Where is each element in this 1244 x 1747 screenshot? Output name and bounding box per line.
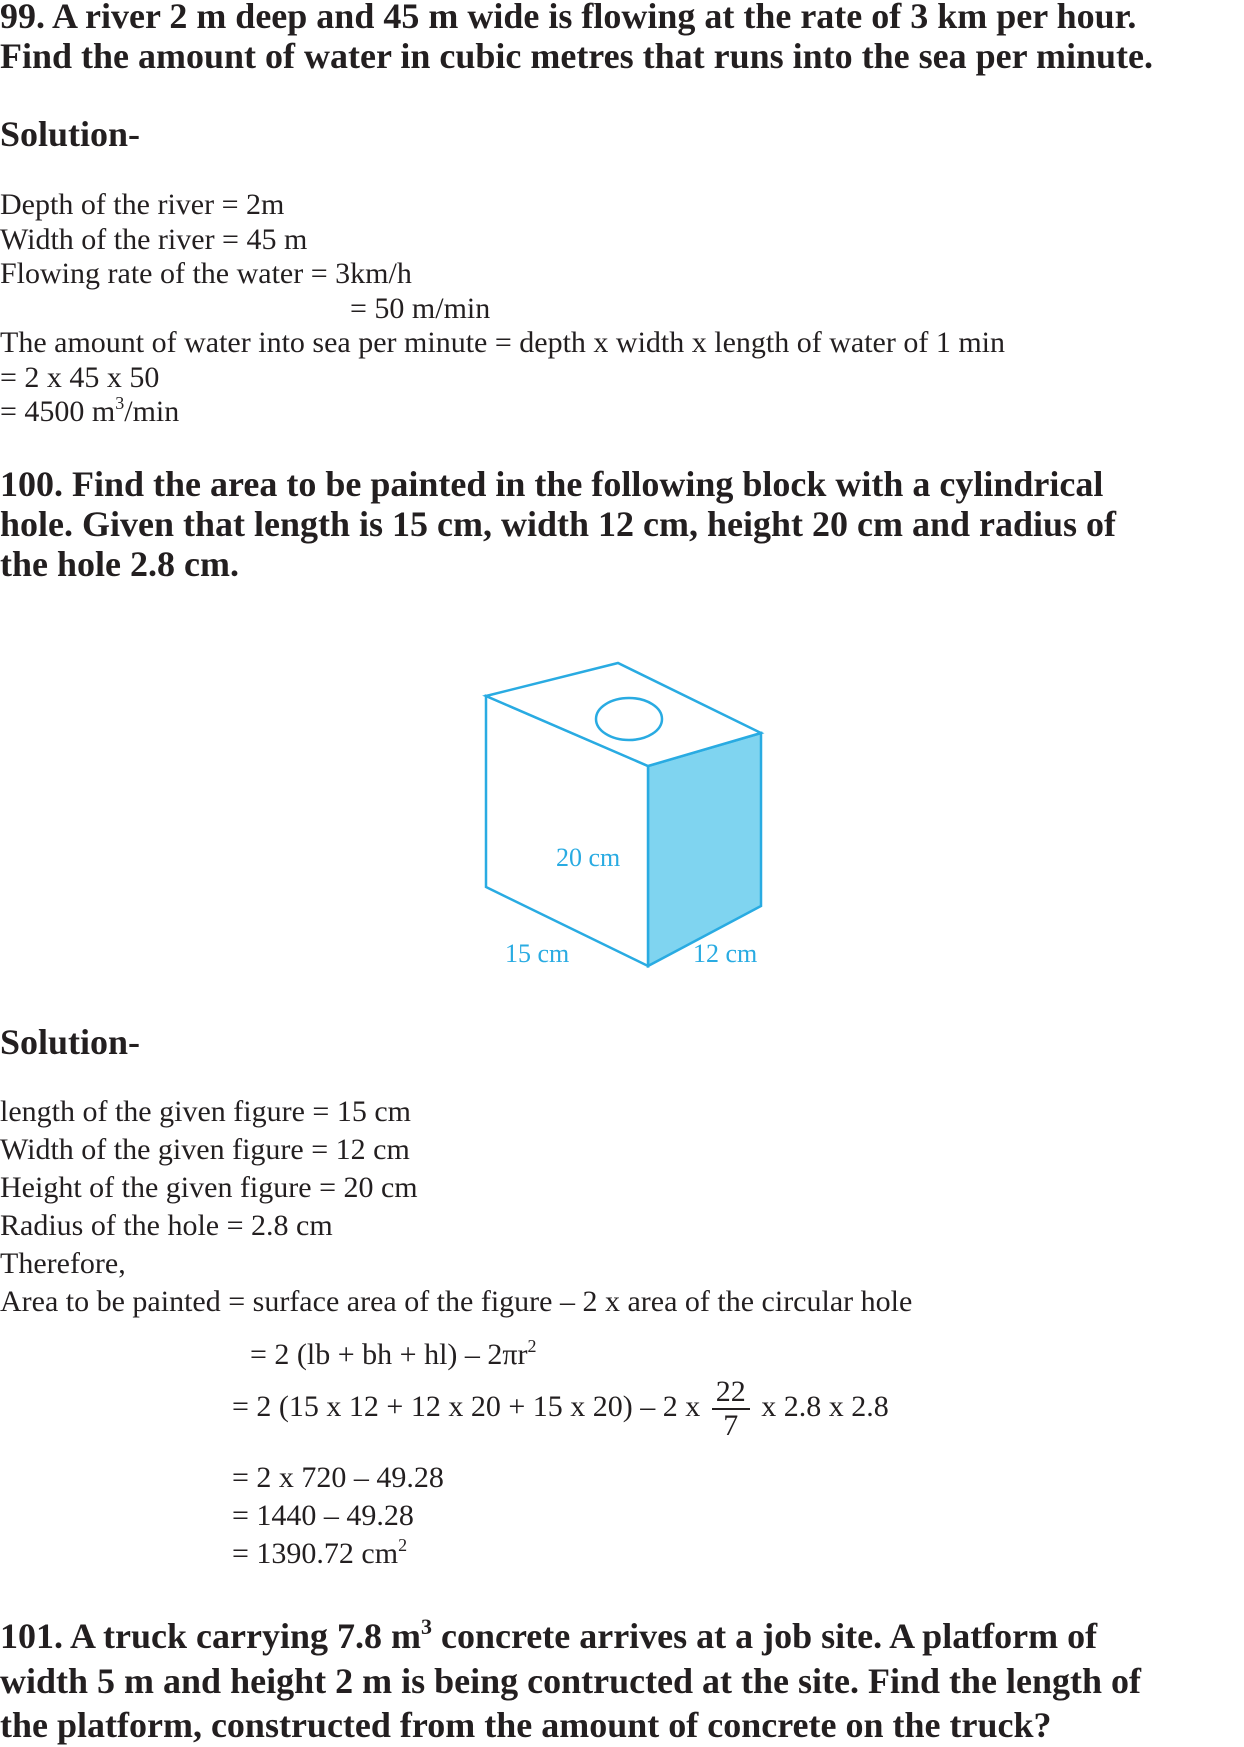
q99-rate: Flowing rate of the water = 3km/h xyxy=(0,257,412,290)
width-label: 12 cm xyxy=(693,939,758,968)
height-label: 20 cm xyxy=(556,843,621,872)
q100-line-1: 100. Find the area to be painted in the following block with a cylindrical xyxy=(0,464,1104,504)
q100-solution-heading: Solution- xyxy=(0,1022,141,1062)
q100-height: Height of the given figure = 20 cm xyxy=(0,1171,418,1204)
q99-depth: Depth of the river = 2m xyxy=(0,188,285,221)
q100-step-1: = 2 x 720 – 49.28 xyxy=(232,1461,444,1494)
block-figure xyxy=(470,655,790,975)
q100-length: length of the given figure = 15 cm xyxy=(0,1095,411,1128)
q99-width: Width of the river = 45 m xyxy=(0,223,308,256)
q99-result: = 4500 $m^3/\min$ xyxy=(0,393,180,428)
q100-line-2: hole. Given that length is 15 cm, width 12 cm, height 20 cm and radius of xyxy=(0,504,1117,544)
length-label: 15 cm xyxy=(505,939,570,968)
q100-area-substitution: = 2 (15 x 12 + 12 x 20 + 15 x 20) – 2 x $\frac{22}{7}$ x 2.8 x 2.8 xyxy=(232,1375,889,1442)
q99-solution-heading: Solution- xyxy=(0,114,141,154)
cylindrical-hole xyxy=(596,698,662,740)
q101-line-3: the platform, constructed from the amount of concrete on the truck? xyxy=(0,1705,1052,1745)
q100-step-2: = 1440 – 49.28 xyxy=(232,1499,414,1532)
fraction-22-over-7: $\frac{22}{7}$ xyxy=(712,1376,750,1442)
q100-width: Width of the given figure = 12 cm xyxy=(0,1133,410,1166)
q100-line-3: the hole 2.8 cm. xyxy=(0,544,239,584)
q99-line-1: 99. A river 2 m deep and 45 m wide is flowing at the rate of 3 km per hour. xyxy=(0,0,1137,36)
q99-rate-converted: = 50 m/min xyxy=(350,292,491,325)
q100-area-formula: = 2 (lb + bh + $hl) - 2\pi r^2$ xyxy=(250,1336,537,1371)
q100-final-result: = 1390.72 $cm^2$ xyxy=(232,1535,408,1570)
q99-line-2: Find the amount of water in cubic metres that runs into the sea per minute. xyxy=(0,36,1153,76)
q100-area-definition: Area to be painted = surface area of the figure – 2 x area of the circular hole xyxy=(0,1285,913,1318)
block-side-face xyxy=(648,733,761,966)
q101-line-2: width 5 m and height 2 m is being contructed at the site. Find the length of xyxy=(0,1661,1142,1701)
q100-therefore: Therefore, xyxy=(0,1247,126,1280)
q99-amount-formula: The amount of water into sea per minute = depth x width x length of water of 1 min xyxy=(0,326,1005,359)
q101-line-1: 101. A truck carrying 7.8 $m^3$ concrete arrives at a job site. A platform of xyxy=(0,1614,1098,1656)
q100-radius: Radius of the hole = 2.8 cm xyxy=(0,1209,333,1242)
q99-amount-calc: = 2 x 45 x 50 xyxy=(0,361,160,394)
